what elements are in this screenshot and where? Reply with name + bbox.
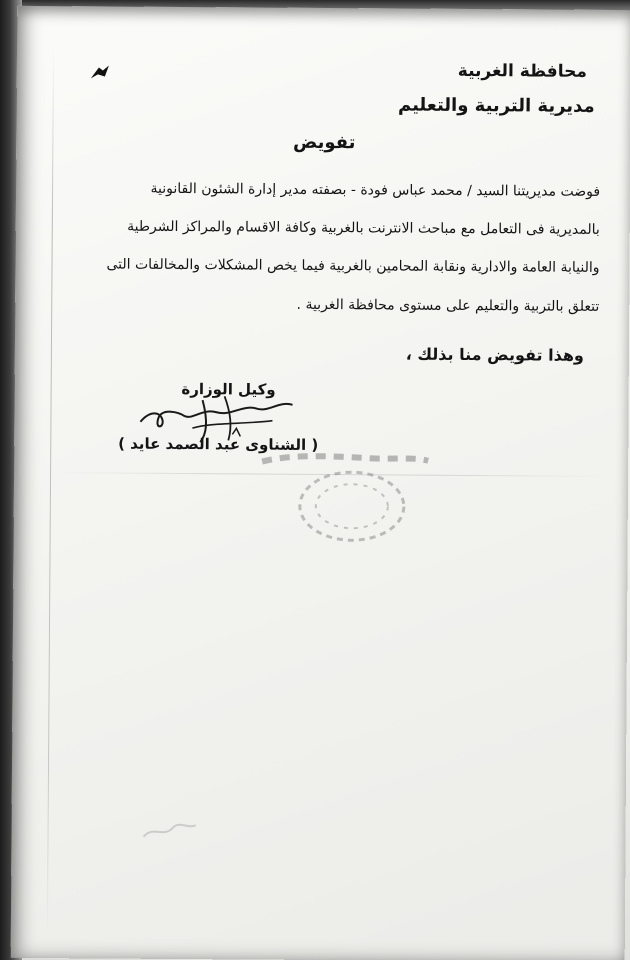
document-title: تفويض — [292, 131, 356, 154]
signer-name: ( الشناوى عبد الصمد عايد ) — [118, 434, 319, 454]
closing-statement: وهذا تفويض منا بذلك ، — [405, 344, 584, 365]
official-stamp-icon — [252, 436, 433, 547]
header-directorate: مديرية التربية والتعليم — [397, 94, 595, 117]
signer-title: وكيل الوزارة — [181, 380, 276, 399]
ink-mark-icon — [89, 64, 111, 80]
body-line-3: والنيابة العامة والادارية ونقابة المحامين بالغربية فيما يخص المشكلات والمخالفات التى — [106, 256, 600, 276]
body-line-2: بالمديرية فى التعامل مع مباحث الانترنت بالغربية وكافة الاقسام والمراكز الشرطية — [127, 218, 600, 238]
body-line-4: تتعلق بالتربية والتعليم على مستوى محافظة الغربية . — [296, 296, 600, 315]
body-line-1: فوضت مديريتنا السيد / محمد عباس فودة - بصفته مدير إدارة الشئون القانونية — [150, 180, 601, 200]
header-governorate: محافظة الغربية — [457, 60, 587, 82]
paper-sheet — [11, 6, 630, 960]
paper-fold-vertical — [47, 46, 54, 936]
faint-ink-mark-icon — [139, 815, 199, 845]
